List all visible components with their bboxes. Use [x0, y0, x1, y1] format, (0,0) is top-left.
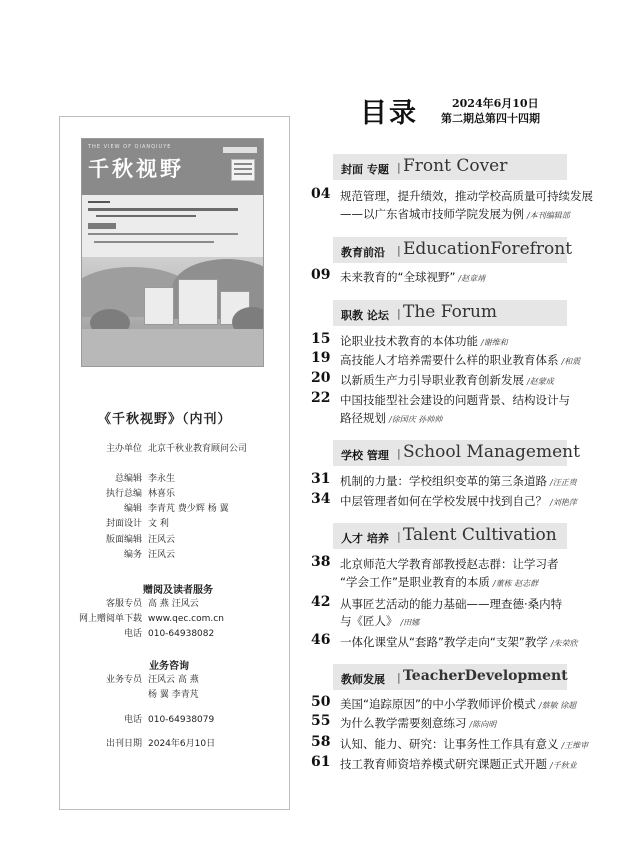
section-band-school-management: 学校 管理 | School Management: [333, 440, 567, 466]
toc-entry[interactable]: [340, 188, 593, 204]
page-number: 55: [311, 713, 331, 729]
entry-author: /蔡敏 徐超: [538, 701, 577, 710]
toc-entry[interactable]: [340, 696, 576, 712]
entry-author: /本刊编辑部: [527, 211, 570, 220]
business-phone: 010-64938079: [148, 715, 215, 725]
entry-author: /田娜: [400, 618, 420, 627]
entry-title: 规范管理，提升绩效，推动学校高质量可持续发展: [340, 189, 593, 203]
entry-title: 认知、能力、研究：让事务性工作具有意义: [340, 737, 559, 751]
toc-entry[interactable]: [340, 392, 570, 408]
entry-author: /谢维和: [481, 338, 508, 347]
section-en-label: School Management: [403, 442, 580, 462]
entry-author: /王维审: [561, 741, 589, 750]
entry-author: /千秋业: [550, 761, 577, 770]
service-label: 网上赠阅单下载: [78, 614, 142, 624]
page-number: 31: [311, 471, 331, 487]
page-number: 42: [311, 594, 331, 610]
cover-thumbnail[interactable]: [81, 138, 264, 367]
page-number: 61: [311, 754, 331, 770]
page-number: 38: [311, 554, 331, 570]
cover-logo-icon: [223, 147, 257, 153]
section-cn-label: 学校 管理: [341, 449, 389, 462]
cover-header: [82, 139, 263, 195]
page-number: 46: [311, 632, 331, 648]
toc-entry[interactable]: [340, 556, 559, 572]
section-cn-label: 教师发展: [341, 673, 385, 686]
masthead-label: 版面编辑: [105, 535, 142, 545]
entry-title: 中国技能型社会建设的问题背景、结构设计与: [340, 393, 570, 407]
section-en-label: The Forum: [403, 302, 498, 322]
page-number: 04: [311, 186, 331, 202]
section-band-education-forefront: 教育前沿 | EducationForefront: [333, 237, 567, 263]
business-label: 电话: [123, 715, 142, 725]
section-band-talent-cultivation: 人才 培养 | Talent Cultivation: [333, 523, 567, 549]
toc-entry[interactable]: [340, 613, 419, 629]
cover-photo: [82, 257, 263, 367]
business-value: 杨 翼 李青芃: [148, 690, 199, 700]
page-number: 19: [311, 350, 331, 366]
page-number: 34: [311, 491, 331, 507]
masthead-label: 封面设计: [105, 519, 142, 529]
section-en-label: Front Cover: [403, 156, 508, 176]
section-band-the-forum: 职教 论坛 | The Forum: [333, 300, 567, 326]
section-band-teacher-development: 教师发展 | TeacherDevelopment: [333, 664, 567, 690]
publish-date-value: 2024年6月10日: [148, 739, 216, 749]
entry-title: 未来教育的“全球视野”: [340, 270, 456, 284]
cover-badge: [88, 223, 116, 229]
page-number: 15: [311, 331, 331, 347]
masthead-label: 执行总编: [105, 489, 142, 499]
masthead-value: 林喜乐: [148, 489, 176, 499]
entry-title: 技工教育师资培养模式研究课题正式开题: [340, 757, 547, 771]
page-number: 20: [311, 370, 331, 386]
toc-issue: 第二期总第四十四期: [441, 112, 540, 125]
entry-title: 与《匠人》: [340, 614, 398, 628]
toc-entry[interactable]: [340, 715, 496, 731]
entry-title: 高技能人才培养需要什么样的职业教育体系: [340, 353, 559, 367]
toc-entry[interactable]: [340, 206, 570, 222]
masthead-label: 总编辑: [114, 474, 142, 484]
page-number: 09: [311, 267, 331, 283]
entry-title: 以新质生产力引导职业教育创新发展: [340, 373, 524, 387]
page-number: 58: [311, 734, 331, 750]
entry-author: /赵蒙成: [527, 377, 554, 386]
toc-entry[interactable]: [340, 410, 442, 426]
service-phone: 010-64938082: [148, 629, 215, 639]
publication-name: 《千秋视野》（内刊）: [98, 412, 232, 427]
entry-title: 中层管理者如何在学校发展中找到自己？: [340, 494, 547, 508]
business-label: 业务专员: [105, 675, 142, 685]
page-number: 22: [311, 390, 331, 406]
section-en-label: Talent Cultivation: [403, 525, 557, 545]
toc-entry[interactable]: [340, 493, 577, 509]
entry-title: 一体化课堂从“套路”教学走向“支架”教学: [340, 635, 548, 649]
masthead-value: 北京千秋业教育顾问公司: [148, 444, 248, 454]
section-cn-label: 教育前沿: [341, 246, 385, 259]
cover-issue-box: [231, 159, 255, 181]
section-en-label: EducationForefront: [403, 239, 573, 259]
entry-author: /陈向明: [469, 720, 497, 729]
masthead-label: 编务: [123, 550, 142, 560]
service-value: 高 燕 汪风云: [148, 599, 199, 609]
toc-date: 2024年6月10日: [452, 97, 539, 110]
entry-title: 路径规划: [340, 411, 386, 425]
cover-text-area: [82, 195, 263, 257]
masthead-value: 李青芃 费少辉 杨 翼: [148, 504, 229, 514]
entry-author: /刘艳萍: [550, 498, 577, 507]
service-label: 客服专员: [105, 599, 142, 609]
reader-service-heading: 赠阅及读者服务: [143, 585, 213, 596]
entry-author: /徐国庆 孙帅帅: [389, 415, 443, 424]
entry-title: “学会工作”是职业教育的本质: [340, 575, 490, 589]
entry-title: 从事匠艺活动的能力基础——理查德·桑内特: [340, 597, 563, 611]
toc-entry[interactable]: [340, 473, 577, 489]
toc-entry[interactable]: [340, 756, 577, 772]
section-cn-label: 人才 培养: [341, 532, 389, 545]
entry-title: 北京师范大学教育部教授赵志群：让学习者: [340, 557, 559, 571]
toc-entry[interactable]: [340, 352, 580, 368]
section-cn-label: 封面 专题: [341, 163, 389, 176]
publish-date-label: 出刊日期: [105, 739, 142, 749]
section-cn-label: 职教 论坛: [341, 309, 389, 322]
masthead-label: 主办单位: [105, 444, 142, 454]
section-band-front-cover: 封面 专题 | Front Cover: [333, 154, 567, 180]
entry-author: /和震: [561, 357, 581, 366]
entry-author: /汪正贵: [550, 478, 577, 487]
toc-entry[interactable]: [340, 333, 508, 349]
entry-title: ——以广东省城市技师学院发展为例: [340, 207, 524, 221]
masthead-value: 汪风云: [148, 535, 176, 545]
masthead-label: 编辑: [123, 504, 142, 514]
download-link[interactable]: www.qec.com.cn: [148, 614, 224, 624]
toc-entry[interactable]: [340, 736, 588, 752]
business-heading: 业务咨询: [149, 661, 189, 672]
entry-title: 为什么教学需要刻意练习: [340, 716, 467, 730]
entry-title: 论职业技术教育的本体功能: [340, 334, 478, 348]
entry-author: /赵章靖: [458, 274, 486, 283]
toc-entry[interactable]: [340, 596, 562, 612]
entry-title: 美国“追踪原因”的中小学教师评价模式: [340, 697, 536, 711]
toc-entry[interactable]: [340, 574, 538, 590]
entry-author: /董栋 赵志群: [492, 579, 539, 588]
toc-entry[interactable]: [340, 269, 485, 285]
cover-roman-title: THE VIEW OF QIANQIUYE: [88, 144, 172, 150]
toc-title: 目录: [360, 98, 418, 129]
entry-title: 机制的力量：学校组织变革的第三条道路: [340, 474, 547, 488]
toc-entry[interactable]: [340, 372, 554, 388]
page-number: 50: [311, 694, 331, 710]
masthead-value: 汪风云: [148, 550, 176, 560]
entry-author: /朱荣欣: [550, 639, 578, 648]
masthead-value: 李永生: [148, 474, 176, 484]
business-value: 汪风云 高 燕: [148, 675, 199, 685]
cover-title: 千秋视野: [88, 156, 184, 181]
section-en-label: TeacherDevelopment: [403, 668, 568, 684]
masthead-value: 文 利: [148, 519, 169, 529]
toc-entry[interactable]: [340, 634, 578, 650]
service-label: 电话: [123, 629, 142, 639]
